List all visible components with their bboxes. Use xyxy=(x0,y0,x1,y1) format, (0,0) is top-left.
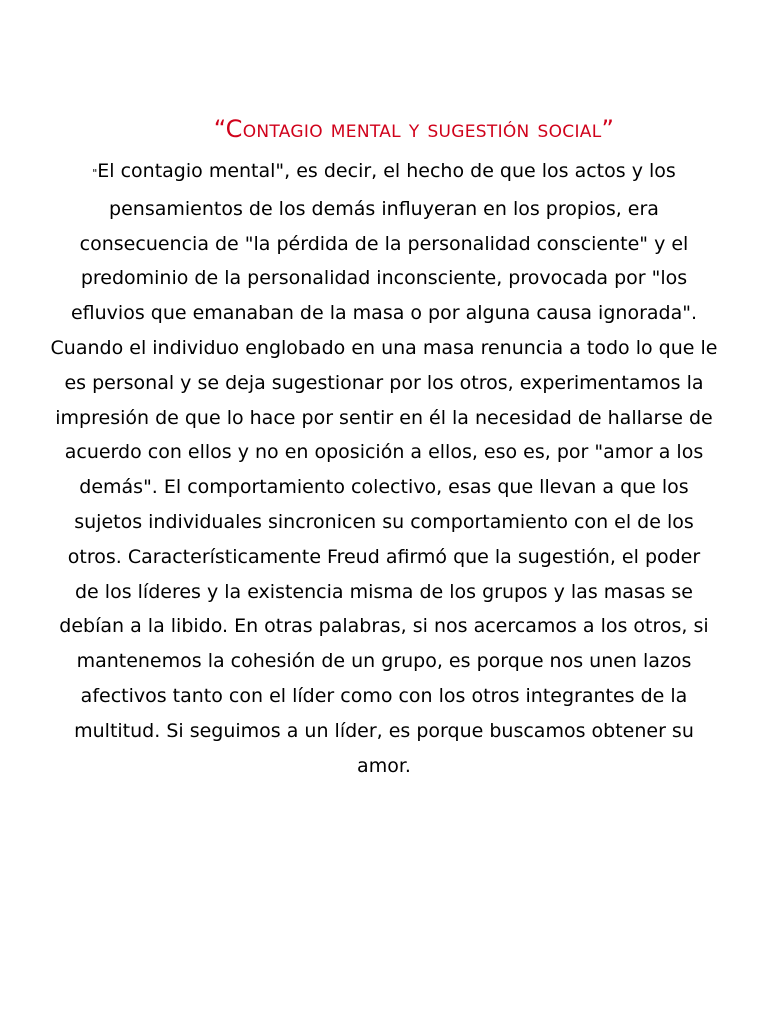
paragraph-line: es personal y se deja sugestionar por los otros, experimentamos la xyxy=(64,371,704,394)
page-title: “Contagio mental y sugestión social” xyxy=(213,115,615,144)
paragraph-line: sujetos individuales sincronicen su comportamiento con el de los xyxy=(74,510,694,533)
line-text: El contagio mental", es decir, el hecho de que los actos y los xyxy=(97,160,676,182)
paragraph-line: amor. xyxy=(357,754,411,777)
paragraph-line: Cuando el individuo englobado en una masa renuncia a todo lo que le xyxy=(50,336,718,359)
paragraph-line: acuerdo con ellos y no en oposición a ellos, eso es, por "amor a los xyxy=(64,441,704,464)
leading-quote: " xyxy=(92,167,98,180)
paragraph-line: demás". El comportamiento colectivo, esas que llevan a que los xyxy=(79,476,689,499)
paragraph-line: debían a la libido. En otras palabras, si nos acercamos a los otros, si xyxy=(59,615,709,638)
paragraph-line: afectivos tanto con el líder como con los otros integrantes de la xyxy=(80,684,688,707)
paragraph-line: mantenemos la cohesión de un grupo, es porque nos unen lazos xyxy=(76,650,692,673)
paragraph-line: otros. Característicamente Freud afirmó que la sugestión, el poder xyxy=(67,545,701,568)
paragraph-line xyxy=(20,154,748,192)
paragraph-line: predominio de la personalidad inconsciente, provocada por "los xyxy=(80,267,688,290)
paragraph-line: efluvios que emanaban de la masa o por alguna causa ignorada". xyxy=(70,302,698,325)
paragraph-line: multitud. Si seguimos a un líder, es porque buscamos obtener su xyxy=(74,719,694,742)
paragraph-line: consecuencia de "la pérdida de la personalidad consciente" y el xyxy=(79,232,689,255)
paragraph-line: de los líderes y la existencia misma de los grupos y las masas se xyxy=(75,580,693,603)
paragraph-line: impresión de que lo hace por sentir en él la necesidad de hallarse de xyxy=(55,406,713,429)
paragraph-line: pensamientos de los demás influyeran en los propios, era xyxy=(109,197,659,220)
body-paragraph xyxy=(20,154,748,783)
